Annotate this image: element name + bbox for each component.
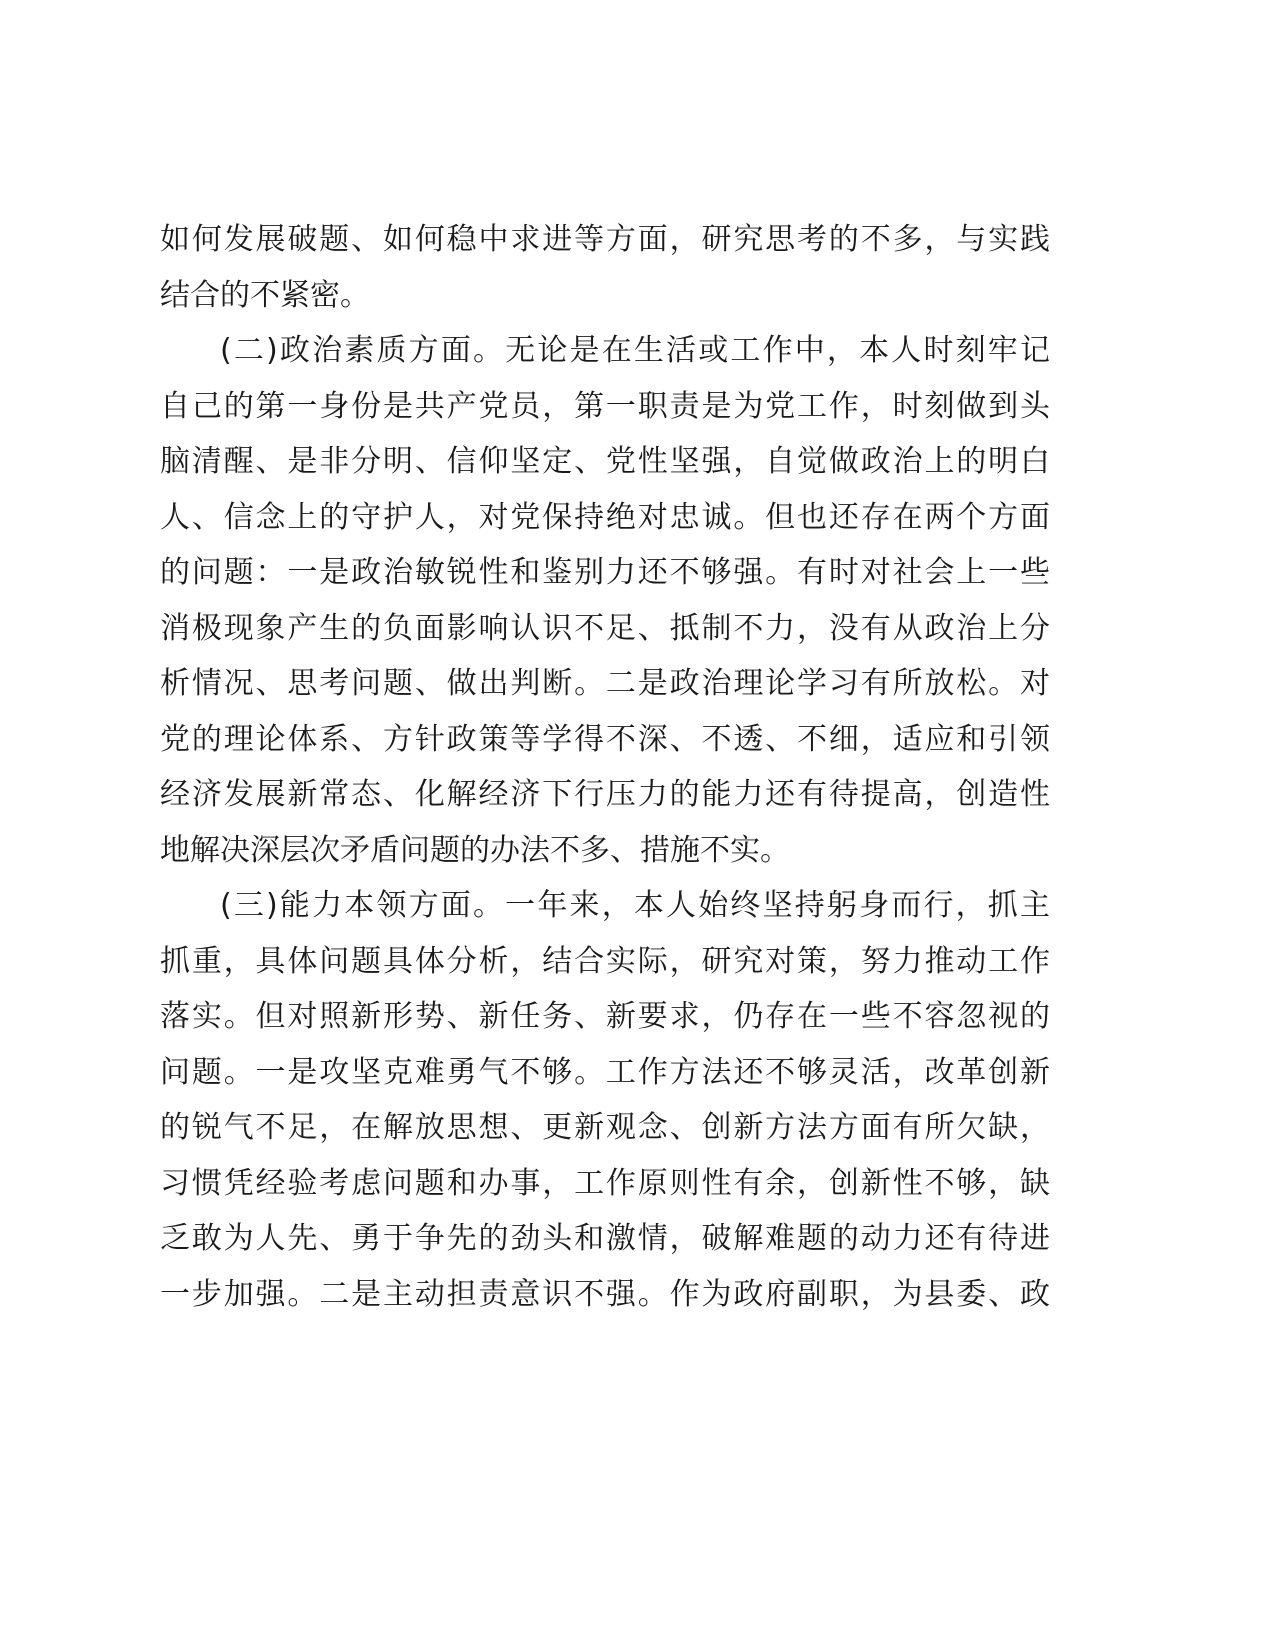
text-line: 如何发展破题、如何稳中求进等方面，研究思考的不多，与实践 xyxy=(160,222,1050,257)
text-line: 一步加强。二是主动担责意识不强。作为政府副职，为县委、政 xyxy=(160,1276,1050,1312)
text-line: 落实。但对照新形势、新任务、新要求，仍存在一些不容忽视的 xyxy=(160,999,1050,1034)
text-line: 结合的不紧密。 xyxy=(160,277,370,313)
paragraph-heading-line: (三)能力本领方面。一年来，本人始终坚持躬身而行，抓主 xyxy=(220,888,1050,923)
text-line: 抓重，具体问题具体分析，结合实际，研究对策，努力推动工作 xyxy=(160,943,1050,979)
paragraph-political-quality xyxy=(160,323,1050,878)
text-line: 党的理论体系、方针政策等学得不深、不透、不细，适应和引领 xyxy=(160,721,1050,757)
paragraph-continuation xyxy=(160,212,1050,323)
text-line: 问题。一是攻坚克难勇气不够。工作方法还不够灵活，改革创新 xyxy=(160,1054,1050,1090)
paragraph-heading-line: (二)政治素质方面。无论是在生活或工作中，本人时刻牢记 xyxy=(220,333,1050,368)
text-line: 人、信念上的守护人，对党保持绝对忠诚。但也还存在两个方面 xyxy=(160,499,1050,535)
text-line: 乏敢为人先、勇于争先的劲头和激情，破解难题的动力还有待进 xyxy=(160,1221,1050,1256)
text-line: 的问题：一是政治敏锐性和鉴别力还不够强。有时对社会上一些 xyxy=(160,555,1050,590)
text-line: 消极现象产生的负面影响认识不足、抵制不力，没有从政治上分 xyxy=(160,610,1050,646)
text-line: 的锐气不足，在解放思想、更新观念、创新方法方面有所欠缺， xyxy=(160,1110,1050,1145)
text-line: 经济发展新常态、化解经济下行压力的能力还有待提高，创造性 xyxy=(160,777,1050,812)
text-line: 脑清醒、是非分明、信仰坚定、党性坚强，自觉做政治上的明白 xyxy=(160,444,1050,479)
text-line: 习惯凭经验考虑问题和办事，工作原则性有余，创新性不够，缺 xyxy=(160,1165,1050,1201)
document-body xyxy=(160,212,1050,1322)
paragraph-ability xyxy=(160,878,1050,1322)
text-line: 析情况、思考问题、做出判断。二是政治理论学习有所放松。对 xyxy=(160,666,1050,701)
text-line: 地解决深层次矛盾问题的办法不多、措施不实。 xyxy=(160,832,790,868)
text-line: 自己的第一身份是共产党员，第一职责是为党工作，时刻做到头 xyxy=(160,388,1050,424)
